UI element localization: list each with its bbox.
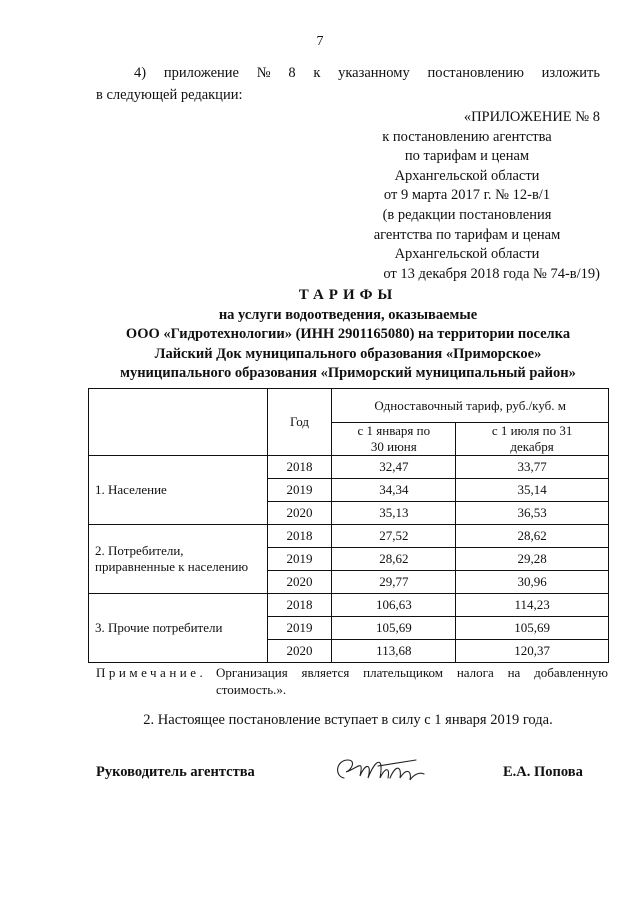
paragraph-2: 2. Настоящее постановление вступает в силу с 1 января 2019 года. [143,712,553,728]
tariff-cell: 105,69 [332,617,456,640]
tariff-cell: 27,52 [332,525,456,548]
year-cell: 2020 [267,640,332,663]
year-cell: 2019 [267,617,332,640]
note-label: Примечание. [96,665,207,680]
appendix-line: по тарифам и ценам [404,148,530,165]
year-cell: 2018 [267,525,332,548]
year-cell: 2020 [267,571,332,594]
appendix-line: агентства по тарифам и ценам [373,226,561,243]
tariff-cell: 30,96 [456,571,609,594]
table-row [89,525,609,548]
title-heading: ТАРИФЫ [298,287,398,303]
category-cell: 1. Население [89,456,268,525]
paragraph-4-word: изложить [541,65,600,81]
appendix-line: от 9 марта 2017 г. № 12-в/1 [383,187,551,204]
tariff-cell: 29,28 [456,548,609,571]
tariff-cell: 113,68 [332,640,456,663]
signatory-title: Руководитель агентства [96,764,255,780]
appendix-line: к постановлению агентства [382,128,552,145]
appendix-line: Архангельской области [394,246,540,263]
category-cell: 3. Прочие потребители [89,594,268,663]
tariff-table [88,388,609,663]
paragraph-4-word: постановлению [427,65,524,81]
paragraph-4-line-1 [96,62,600,84]
tariff-cell: 28,62 [456,525,609,548]
title-line: муниципального образования «Приморский муниципальный район» [120,365,576,381]
tariff-cell: 35,14 [456,479,609,502]
year-cell: 2018 [267,594,332,617]
paragraph-4-number: 4) [134,65,147,81]
paragraph-4-line-2: в следующей редакции: [96,87,243,103]
title-line: Лайский Док муниципального образования «Приморское» [154,345,542,362]
tariff-cell: 105,69 [456,617,609,640]
tariff-cell: 35,13 [332,502,456,525]
year-cell: 2018 [267,456,332,479]
handwritten-signature [330,748,430,795]
paragraph-4-word: к [313,65,321,81]
paragraph-4-word: указанному [338,65,410,81]
tariff-cell: 36,53 [456,502,609,525]
appendix-line: (в редакции постановления [382,206,552,223]
paragraph-4-word: № [256,65,271,81]
header-category [89,389,268,456]
table-row [89,456,609,479]
paragraph-4-word: приложение [163,65,239,81]
tariff-cell: 33,77 [456,456,609,479]
appendix-line: «ПРИЛОЖЕНИЕ № 8 [463,109,600,125]
header-period-1: с 1 января по 30 июня [332,423,456,456]
page-number: 7 [316,34,324,49]
tariff-cell: 114,23 [456,594,609,617]
paragraph-4 [96,62,600,106]
signatory-name: Е.А. Попова [503,764,583,780]
tariff-cell: 34,34 [332,479,456,502]
year-cell: 2019 [267,548,332,571]
tariff-cell: 120,37 [456,640,609,663]
header-tariff: Одноставочный тариф, руб./куб. м [332,389,609,423]
appendix-header [300,108,600,284]
table-row [89,594,609,617]
title-line: на услуги водоотведения, оказываемые [218,306,478,323]
tariff-cell: 32,47 [332,456,456,479]
appendix-line: от 13 декабря 2018 года № 74-в/19) [383,265,600,282]
title-line: ООО «Гидротехнологии» (ИНН 2901165080) на территории поселка [125,326,571,342]
document-title [96,286,600,384]
header-year: Год [267,389,332,456]
tariff-cell: 106,63 [332,594,456,617]
year-cell: 2019 [267,479,332,502]
tariff-cell: 29,77 [332,571,456,594]
paragraph-4-word: 8 [288,65,296,81]
year-cell: 2020 [267,502,332,525]
category-cell: 2. Потребители, приравненные к населению [89,525,268,594]
tariff-cell: 28,62 [332,548,456,571]
appendix-line: Архангельской области [394,167,540,184]
header-period-2: с 1 июля по 31 декабря [456,423,609,456]
note-text: Организация является плательщиком налога на добавленную стоимость.». [216,665,608,697]
